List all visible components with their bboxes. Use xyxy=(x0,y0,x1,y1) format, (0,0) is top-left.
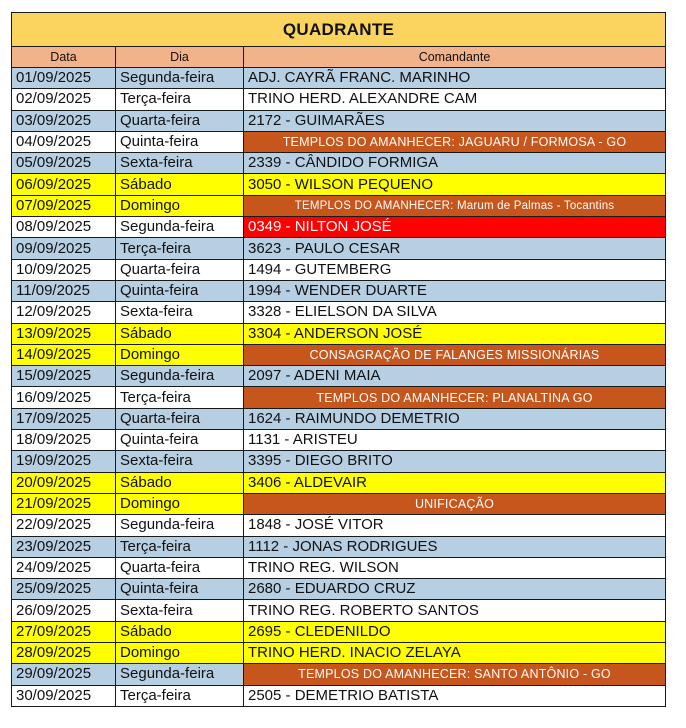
commander-cell: 3395 - DIEGO BRITO xyxy=(244,451,666,472)
table-row xyxy=(12,664,666,685)
day-cell: Segunda-feira xyxy=(116,515,244,536)
day-cell: Sábado xyxy=(116,621,244,642)
commander-cell: 3050 - WILSON PEQUENO xyxy=(244,174,666,195)
event-cell: CONSAGRAÇÃO DE FALANGES MISSIONÁRIAS xyxy=(244,344,666,365)
table-row xyxy=(12,89,666,110)
day-cell: Sexta-feira xyxy=(116,600,244,621)
day-cell: Quinta-feira xyxy=(116,131,244,152)
date-cell: 07/09/2025 xyxy=(12,195,116,216)
day-cell: Quarta-feira xyxy=(116,110,244,131)
table-row xyxy=(12,153,666,174)
table-row xyxy=(12,302,666,323)
table-row xyxy=(12,493,666,514)
commander-cell: 3406 - ALDEVAIR xyxy=(244,472,666,493)
day-cell: Terça-feira xyxy=(116,536,244,557)
day-cell: Sexta-feira xyxy=(116,153,244,174)
commander-cell: 2097 - ADENI MAIA xyxy=(244,366,666,387)
table-row xyxy=(12,366,666,387)
commander-cell: 0349 - NILTON JOSÉ xyxy=(244,217,666,238)
table-row xyxy=(12,600,666,621)
header-row xyxy=(12,47,666,68)
date-cell: 04/09/2025 xyxy=(12,131,116,152)
table-row xyxy=(12,579,666,600)
day-cell: Quinta-feira xyxy=(116,430,244,451)
commander-cell: 1848 - JOSÉ VITOR xyxy=(244,515,666,536)
commander-cell: TRINO HERD. ALEXANDRE CAM xyxy=(244,89,666,110)
day-cell: Quarta-feira xyxy=(116,259,244,280)
commander-cell: 2505 - DEMETRIO BATISTA xyxy=(244,685,666,706)
table-row xyxy=(12,685,666,706)
date-cell: 13/09/2025 xyxy=(12,323,116,344)
commander-cell: 2695 - CLEDENILDO xyxy=(244,621,666,642)
commander-cell: 2339 - CÂNDIDO FORMIGA xyxy=(244,153,666,174)
date-cell: 11/09/2025 xyxy=(12,280,116,301)
date-cell: 15/09/2025 xyxy=(12,366,116,387)
day-cell: Terça-feira xyxy=(116,89,244,110)
day-cell: Quarta-feira xyxy=(116,557,244,578)
commander-cell: TRINO REG. ROBERTO SANTOS xyxy=(244,600,666,621)
title-row xyxy=(12,13,666,47)
date-cell: 26/09/2025 xyxy=(12,600,116,621)
table-row xyxy=(12,536,666,557)
table-row xyxy=(12,387,666,408)
commander-cell: 2680 - EDUARDO CRUZ xyxy=(244,579,666,600)
commander-cell: 1624 - RAIMUNDO DEMETRIO xyxy=(244,408,666,429)
date-cell: 14/09/2025 xyxy=(12,344,116,365)
day-cell: Sexta-feira xyxy=(116,302,244,323)
day-cell: Segunda-feira xyxy=(116,664,244,685)
date-cell: 24/09/2025 xyxy=(12,557,116,578)
date-cell: 23/09/2025 xyxy=(12,536,116,557)
event-cell: UNIFICAÇÃO xyxy=(244,493,666,514)
day-cell: Quinta-feira xyxy=(116,280,244,301)
table-row xyxy=(12,195,666,216)
table-row xyxy=(12,344,666,365)
event-cell: TEMPLOS DO AMANHECER: Marum de Palmas - Tocantins xyxy=(244,195,666,216)
commander-cell: 3623 - PAULO CESAR xyxy=(244,238,666,259)
table-row xyxy=(12,259,666,280)
date-cell: 29/09/2025 xyxy=(12,664,116,685)
day-cell: Terça-feira xyxy=(116,685,244,706)
date-cell: 20/09/2025 xyxy=(12,472,116,493)
commander-cell: 1131 - ARISTEU xyxy=(244,430,666,451)
schedule-table xyxy=(11,12,666,707)
date-cell: 08/09/2025 xyxy=(12,217,116,238)
table-row xyxy=(12,515,666,536)
date-cell: 19/09/2025 xyxy=(12,451,116,472)
table-row xyxy=(12,131,666,152)
schedule-body xyxy=(12,68,666,707)
date-cell: 12/09/2025 xyxy=(12,302,116,323)
date-cell: 09/09/2025 xyxy=(12,238,116,259)
day-cell: Terça-feira xyxy=(116,387,244,408)
commander-cell: 2172 - GUIMARÃES xyxy=(244,110,666,131)
day-cell: Domingo xyxy=(116,195,244,216)
day-cell: Domingo xyxy=(116,643,244,664)
commander-cell: 3304 - ANDERSON JOSÉ xyxy=(244,323,666,344)
day-cell: Sábado xyxy=(116,174,244,195)
header-date: Data xyxy=(12,47,116,68)
event-cell: TEMPLOS DO AMANHECER: SANTO ANTÔNIO - GO xyxy=(244,664,666,685)
date-cell: 02/09/2025 xyxy=(12,89,116,110)
table-row xyxy=(12,68,666,89)
date-cell: 10/09/2025 xyxy=(12,259,116,280)
commander-cell: TRINO HERD. INACIO ZELAYA xyxy=(244,643,666,664)
table-row xyxy=(12,472,666,493)
table-row xyxy=(12,174,666,195)
date-cell: 30/09/2025 xyxy=(12,685,116,706)
commander-cell: 1112 - JONAS RODRIGUES xyxy=(244,536,666,557)
event-cell: TEMPLOS DO AMANHECER: PLANALTINA GO xyxy=(244,387,666,408)
commander-cell: 1994 - WENDER DUARTE xyxy=(244,280,666,301)
day-cell: Quinta-feira xyxy=(116,579,244,600)
table-row xyxy=(12,408,666,429)
date-cell: 22/09/2025 xyxy=(12,515,116,536)
date-cell: 28/09/2025 xyxy=(12,643,116,664)
table-row xyxy=(12,451,666,472)
date-cell: 16/09/2025 xyxy=(12,387,116,408)
header-commander: Comandante xyxy=(244,47,666,68)
table-row xyxy=(12,280,666,301)
date-cell: 25/09/2025 xyxy=(12,579,116,600)
day-cell: Domingo xyxy=(116,493,244,514)
day-cell: Sábado xyxy=(116,472,244,493)
table-row xyxy=(12,643,666,664)
table-row xyxy=(12,238,666,259)
table-row xyxy=(12,557,666,578)
day-cell: Segunda-feira xyxy=(116,366,244,387)
table-title: QUADRANTE xyxy=(12,13,666,47)
date-cell: 03/09/2025 xyxy=(12,110,116,131)
day-cell: Terça-feira xyxy=(116,238,244,259)
day-cell: Sexta-feira xyxy=(116,451,244,472)
day-cell: Segunda-feira xyxy=(116,68,244,89)
day-cell: Sábado xyxy=(116,323,244,344)
commander-cell: 3328 - ELIELSON DA SILVA xyxy=(244,302,666,323)
table-row xyxy=(12,430,666,451)
date-cell: 27/09/2025 xyxy=(12,621,116,642)
header-day: Dia xyxy=(116,47,244,68)
day-cell: Segunda-feira xyxy=(116,217,244,238)
date-cell: 06/09/2025 xyxy=(12,174,116,195)
table-row xyxy=(12,621,666,642)
day-cell: Domingo xyxy=(116,344,244,365)
event-cell: TEMPLOS DO AMANHECER: JAGUARU / FORMOSA - GO xyxy=(244,131,666,152)
commander-cell: ADJ. CAYRÃ FRANC. MARINHO xyxy=(244,68,666,89)
table-row xyxy=(12,217,666,238)
commander-cell: 1494 - GUTEMBERG xyxy=(244,259,666,280)
table-row xyxy=(12,110,666,131)
table-row xyxy=(12,323,666,344)
date-cell: 18/09/2025 xyxy=(12,430,116,451)
date-cell: 17/09/2025 xyxy=(12,408,116,429)
date-cell: 01/09/2025 xyxy=(12,68,116,89)
day-cell: Quarta-feira xyxy=(116,408,244,429)
commander-cell: TRINO REG. WILSON xyxy=(244,557,666,578)
date-cell: 21/09/2025 xyxy=(12,493,116,514)
date-cell: 05/09/2025 xyxy=(12,153,116,174)
